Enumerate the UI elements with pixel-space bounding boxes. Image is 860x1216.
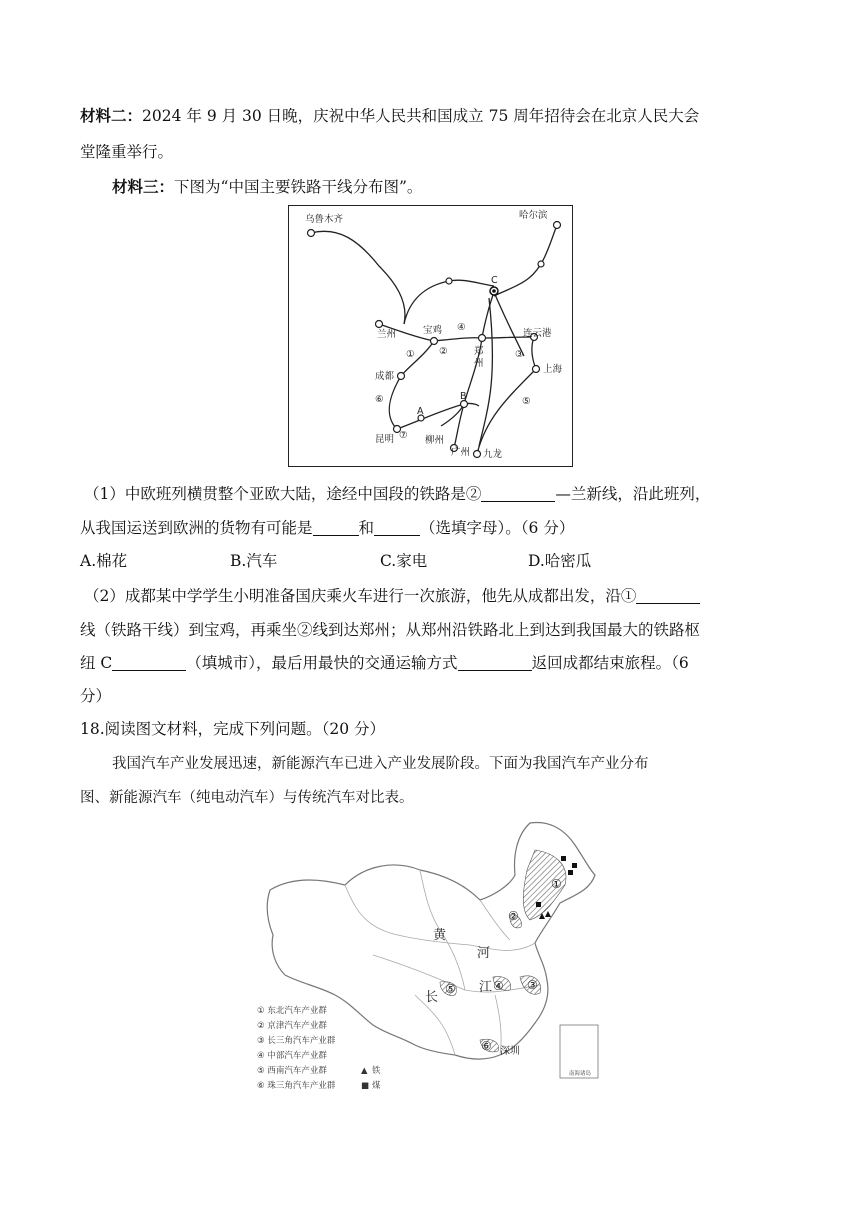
label-jiang: 江 xyxy=(479,980,493,995)
province-border xyxy=(420,870,440,930)
coal-symbol xyxy=(568,870,573,875)
legend-item-1: ① 东北汽车产业群 xyxy=(257,1006,327,1016)
q2-line3 xyxy=(80,651,689,673)
railway-map-svg xyxy=(289,206,574,468)
q1-text-d: 和 xyxy=(358,519,375,537)
q18-title: 18.阅读图文材料，完成下列问题。（20 分） xyxy=(80,720,386,738)
q1-blank-3[interactable] xyxy=(374,519,420,536)
city-baoji-dot xyxy=(431,338,438,345)
q1-line1 xyxy=(84,482,710,504)
city-shanghai-dot xyxy=(533,366,540,373)
label-baoji: 宝鸡 xyxy=(423,325,443,336)
q18-intro-line1: 我国汽车产业发展迅速，新能源汽车已进入产业发展阶段。下面为我国汽车产业分布 xyxy=(112,756,649,772)
q2-text-c: （填城市），最后用最快的交通运输方式 xyxy=(186,654,458,672)
label-liuzhou: 柳州 xyxy=(425,435,445,446)
city-harbin-dot xyxy=(554,222,561,229)
coal-symbol xyxy=(572,863,577,868)
label-point-c: C xyxy=(491,275,498,286)
cluster-num-1: ① xyxy=(551,877,562,891)
cluster-num-3: ③ xyxy=(527,978,538,992)
label-kunming: 昆明 xyxy=(375,434,395,445)
label-urumqi: 乌鲁木齐 xyxy=(305,214,344,225)
railway-map xyxy=(288,205,573,467)
material2-label: 材料二： xyxy=(80,106,143,125)
legend-coal-label: 煤 xyxy=(372,1081,381,1091)
material3-label: 材料三： xyxy=(112,177,175,196)
material2-line2: 堂隆重举行。 xyxy=(80,143,174,161)
rail-line-harbin-c xyxy=(494,225,557,296)
material2-line1 xyxy=(80,104,699,126)
province-border xyxy=(480,900,510,940)
rail-line-a-b xyxy=(397,403,479,429)
label-point-b: B xyxy=(460,391,467,402)
rail-line-chengkun xyxy=(389,376,401,429)
q2-blank-1[interactable] xyxy=(636,587,700,604)
point-c-dot xyxy=(492,289,496,293)
option-b: B.汽车 xyxy=(230,552,278,570)
option-c: C.家电 xyxy=(380,552,428,570)
label-huang: 黄 xyxy=(433,928,447,943)
legend-coal-glyph: ■ xyxy=(361,1081,370,1091)
q18-intro-line2: 图、新能源汽车（纯电动汽车）与传统汽车对比表。 xyxy=(80,790,414,806)
rail-line-c-shanghai xyxy=(494,292,524,356)
q2-text-d: 返回成都结束旅程。（6 xyxy=(531,654,689,672)
label-chang: 长 xyxy=(425,990,439,1005)
label-shanghai: 上海 xyxy=(543,364,563,375)
option-d: D.哈密瓜 xyxy=(528,552,592,570)
q1-line2 xyxy=(80,516,574,538)
coal-symbol xyxy=(536,902,541,907)
cluster-num-2: ② xyxy=(508,909,519,923)
city-chengdu-dot xyxy=(398,373,405,380)
label-line-2: ② xyxy=(439,346,448,357)
city-north-dot xyxy=(446,278,452,284)
q1-text-a: （1）中欧班列横贯整个亚欧大陆，途经中国段的铁路是② xyxy=(84,485,482,503)
label-zhou: 州 xyxy=(474,358,484,369)
q2-line1 xyxy=(84,584,700,606)
rail-line-lanxin xyxy=(311,231,405,324)
label-point-a: A xyxy=(417,406,424,417)
china-auto-map-svg xyxy=(255,815,610,1095)
city-zhengzhou-dot xyxy=(479,335,486,342)
rail-line-jingjiu xyxy=(477,369,536,454)
city-lanzhou-dot xyxy=(376,321,383,328)
label-line-1: ① xyxy=(406,349,415,360)
city-urumqi-dot xyxy=(308,230,315,237)
label-jiulong: 九龙 xyxy=(483,449,503,460)
map-legend xyxy=(257,1005,381,1091)
province-border xyxy=(345,885,390,933)
rail-line-coast xyxy=(532,337,536,369)
q2-line4: 分） xyxy=(80,687,112,705)
q1-text-c: 从我国运送到欧洲的货物有可能是 xyxy=(80,519,313,537)
rail-line-north xyxy=(404,280,494,324)
label-he: 河 xyxy=(477,946,491,961)
q2-text-b: 纽 C xyxy=(80,654,113,672)
q2-line2: 线（铁路干线）到宝鸡，再乘坐②线到达郑州；从郑州沿铁路北上到达到我国最大的铁路枢 xyxy=(80,621,701,639)
label-lanzhou: 兰州 xyxy=(377,329,397,340)
option-a: A.棉花 xyxy=(80,552,128,570)
material2-text: 2024 年 9 月 30 日晚，庆祝中华人民共和国成立 75 周年招待会在北京人民大会 xyxy=(142,107,700,125)
q1-text-b: —兰新线，沿此班列， xyxy=(555,485,711,503)
legend-item-3: ③ 长三角汽车产业群 xyxy=(257,1036,336,1046)
label-lianyungang: 连云港 xyxy=(523,328,552,339)
cluster-num-4: ④ xyxy=(493,979,504,993)
legend-item-4: ④ 中部汽车产业群 xyxy=(257,1051,327,1061)
legend-item-6: ⑥ 珠三角汽车产业群 xyxy=(257,1081,336,1091)
iron-symbol xyxy=(545,911,551,917)
legend-item-2: ② 京津汽车产业群 xyxy=(257,1021,327,1031)
label-line-7: ⑦ xyxy=(399,430,408,441)
q2-blank-2[interactable] xyxy=(112,654,186,671)
q1-text-e: （选填字母）。（6 分） xyxy=(420,519,575,537)
label-shenzhen: 深圳 xyxy=(500,1046,520,1057)
label-line-5: ⑤ xyxy=(522,396,531,407)
city-jiulong-dot xyxy=(474,451,481,458)
inset-label: 南海诸岛 xyxy=(569,1071,592,1077)
legend-item-5: ⑤ 西南汽车产业群 xyxy=(257,1066,327,1076)
province-border xyxy=(390,933,535,950)
china-auto-map xyxy=(255,815,610,1095)
label-line-3: ③ xyxy=(515,349,524,360)
label-guangzhou: 广州 xyxy=(451,447,471,458)
q1-blank-1[interactable] xyxy=(481,485,555,502)
q2-text-a: （2）成都某中学学生小明准备国庆乘火车进行一次旅游，他先从成都出发，沿① xyxy=(84,587,637,605)
material3-line xyxy=(112,175,422,197)
label-zheng: 郑 xyxy=(474,346,484,357)
coal-symbol xyxy=(561,856,566,861)
city-mid-dot xyxy=(538,261,544,267)
label-harbin: 哈尔滨 xyxy=(519,210,548,221)
cluster-num-6: ⑥ xyxy=(481,1039,492,1053)
label-chengdu: 成都 xyxy=(375,371,395,382)
legend-iron-label: 铁 xyxy=(372,1066,381,1076)
label-line-6: ⑥ xyxy=(375,394,384,405)
label-line-4: ④ xyxy=(457,322,466,333)
cluster-num-5: ⑤ xyxy=(445,982,456,996)
material3-text: 下图为“中国主要铁路干线分布图”。 xyxy=(174,178,423,196)
legend-iron-glyph: ▲ xyxy=(361,1066,368,1076)
q1-blank-2[interactable] xyxy=(313,519,359,536)
q2-blank-3[interactable] xyxy=(458,654,532,671)
